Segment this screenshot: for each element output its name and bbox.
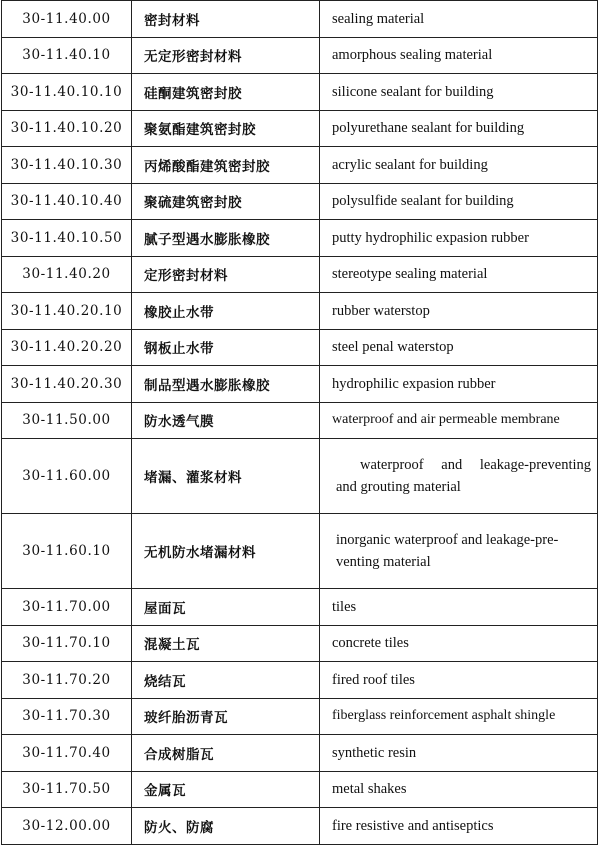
table-row [2, 808, 598, 845]
table-row [2, 256, 598, 293]
terminology-table [1, 0, 598, 845]
table-row [2, 366, 598, 403]
table-row [2, 735, 598, 772]
table-row [2, 183, 598, 220]
term-chinese: 丙烯酸酯建筑密封胶 [132, 147, 320, 184]
term-code: 30-11.70.50 [2, 771, 132, 808]
term-code: 30-11.70.30 [2, 698, 132, 735]
term-code: 30-11.40.10.20 [2, 110, 132, 147]
term-english [320, 439, 598, 514]
term-code: 30-11.40.10.50 [2, 220, 132, 257]
term-english: hydrophilic expasion rubber [320, 366, 598, 403]
term-english: putty hydrophilic expasion rubber [320, 220, 598, 257]
table-row [2, 625, 598, 662]
term-code: 30-11.40.10.30 [2, 147, 132, 184]
term-chinese: 防水透气膜 [132, 402, 320, 439]
table-row [2, 662, 598, 699]
table-row [2, 293, 598, 330]
term-chinese: 制品型遇水膨胀橡胶 [132, 366, 320, 403]
term-english [320, 514, 598, 589]
term-code: 30-11.40.20 [2, 256, 132, 293]
term-chinese: 合成树脂瓦 [132, 735, 320, 772]
term-english: amorphous sealing material [320, 37, 598, 74]
term-english: fiberglass reinforcement asphalt shingle [320, 698, 598, 735]
term-english-line: waterproof and leakage-preventing [360, 456, 591, 473]
term-code: 30-11.70.40 [2, 735, 132, 772]
term-chinese: 屋面瓦 [132, 589, 320, 626]
table-row [2, 110, 598, 147]
term-code: 30-11.40.10.10 [2, 74, 132, 111]
term-english: sealing material [320, 1, 598, 38]
term-code: 30-11.60.00 [2, 439, 132, 514]
term-english: rubber waterstop [320, 293, 598, 330]
table-row [2, 37, 598, 74]
term-code: 30-11.60.10 [2, 514, 132, 589]
table-row [2, 589, 598, 626]
table-row [2, 220, 598, 257]
term-english-line: venting material [336, 554, 431, 570]
term-code: 30-11.40.20.20 [2, 329, 132, 366]
term-chinese: 烧结瓦 [132, 662, 320, 699]
term-chinese: 无定形密封材料 [132, 37, 320, 74]
table-row [2, 402, 598, 439]
term-english: polysulfide sealant for building [320, 183, 598, 220]
term-code: 30-11.50.00 [2, 402, 132, 439]
table-row [2, 771, 598, 808]
term-chinese: 腻子型遇水膨胀橡胶 [132, 220, 320, 257]
term-chinese: 玻纤胎沥青瓦 [132, 698, 320, 735]
term-english: acrylic sealant for building [320, 147, 598, 184]
table-row [2, 147, 598, 184]
table-row [2, 74, 598, 111]
term-code: 30-11.40.00 [2, 1, 132, 38]
term-code: 30-12.00.00 [2, 808, 132, 845]
term-code: 30-11.70.00 [2, 589, 132, 626]
term-english: synthetic resin [320, 735, 598, 772]
term-chinese: 硅酮建筑密封胶 [132, 74, 320, 111]
term-chinese: 橡胶止水带 [132, 293, 320, 330]
term-english: steel penal waterstop [320, 329, 598, 366]
term-english: metal shakes [320, 771, 598, 808]
table-row [2, 514, 598, 589]
term-chinese: 防火、防腐 [132, 808, 320, 845]
term-code: 30-11.40.10.40 [2, 183, 132, 220]
term-english: concrete tiles [320, 625, 598, 662]
term-chinese: 聚硫建筑密封胶 [132, 183, 320, 220]
term-english-line: and grouting material [336, 479, 461, 495]
term-chinese: 堵漏、灌浆材料 [132, 439, 320, 514]
term-chinese: 聚氨酯建筑密封胶 [132, 110, 320, 147]
term-english: fire resistive and antiseptics [320, 808, 598, 845]
term-english: tiles [320, 589, 598, 626]
term-english: polyurethane sealant for building [320, 110, 598, 147]
table-row [2, 698, 598, 735]
term-code: 30-11.40.20.10 [2, 293, 132, 330]
table-row [2, 439, 598, 514]
term-english: stereotype sealing material [320, 256, 598, 293]
table-row [2, 329, 598, 366]
term-code: 30-11.40.10 [2, 37, 132, 74]
term-chinese: 钢板止水带 [132, 329, 320, 366]
term-code: 30-11.70.20 [2, 662, 132, 699]
term-chinese: 混凝土瓦 [132, 625, 320, 662]
term-chinese: 金属瓦 [132, 771, 320, 808]
term-chinese: 无机防水堵漏材料 [132, 514, 320, 589]
table-row [2, 1, 598, 38]
term-chinese: 定形密封材料 [132, 256, 320, 293]
term-code: 30-11.40.20.30 [2, 366, 132, 403]
term-english-line: inorganic waterproof and leakage-pre- [336, 531, 559, 548]
term-english: silicone sealant for building [320, 74, 598, 111]
term-chinese: 密封材料 [132, 1, 320, 38]
term-english: waterproof and air permeable membrane [320, 402, 598, 439]
term-code: 30-11.70.10 [2, 625, 132, 662]
term-english: fired roof tiles [320, 662, 598, 699]
